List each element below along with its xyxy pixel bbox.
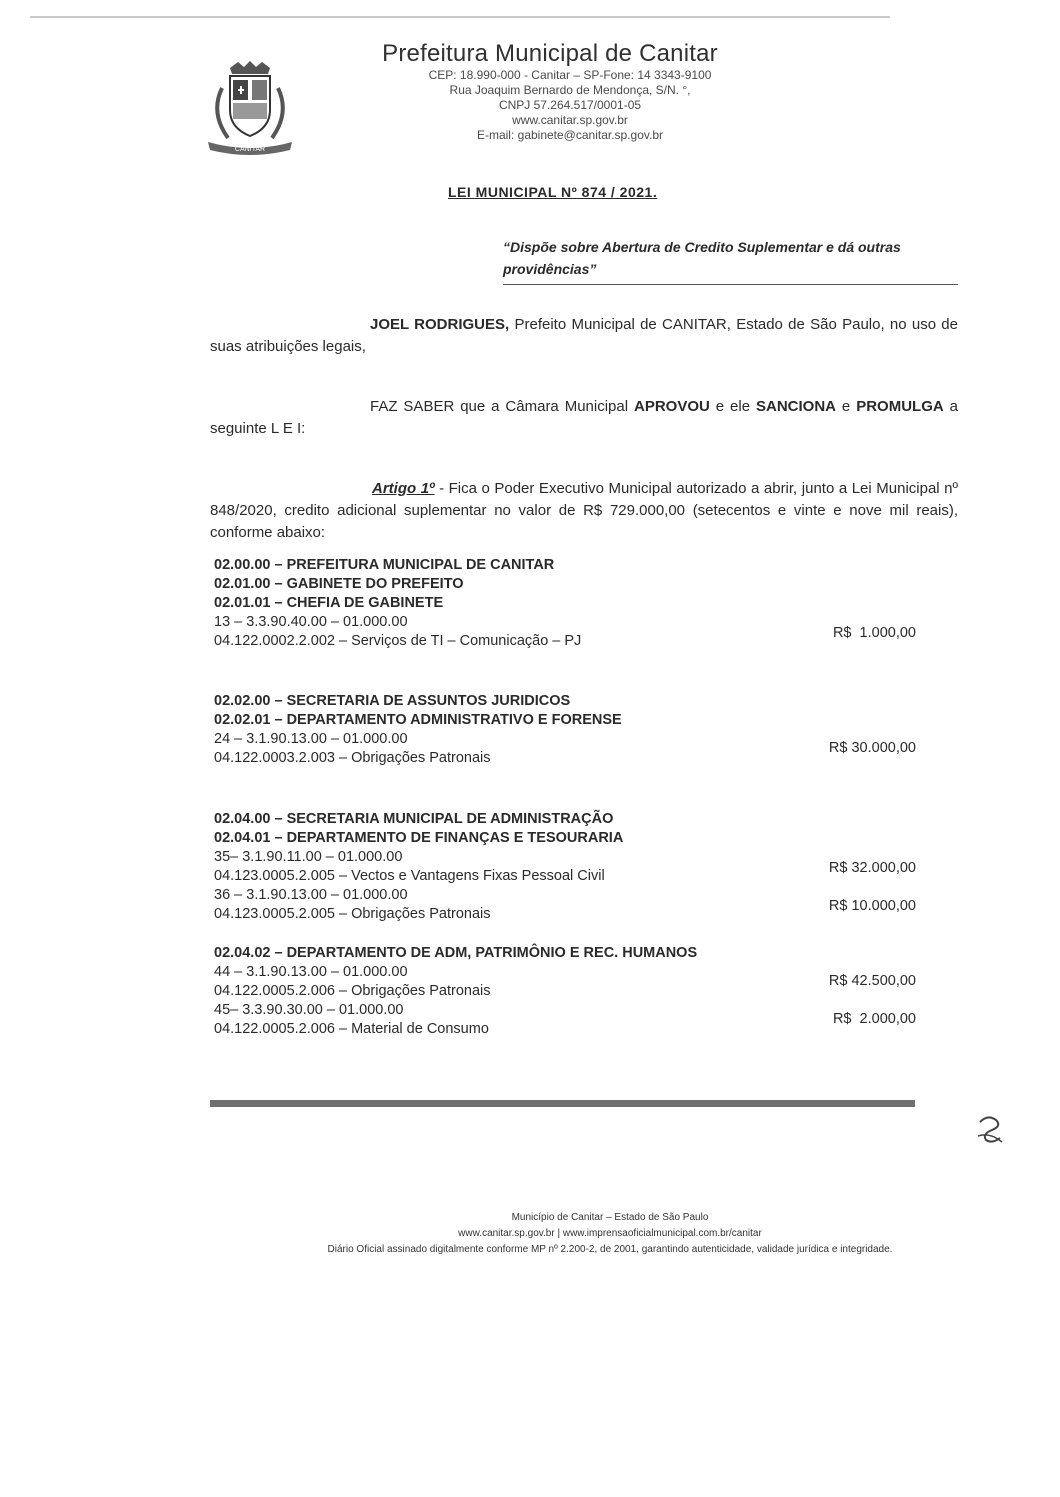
article-1-paragraph [210, 478, 958, 544]
contact-cep: CEP: 18.990-000 - Canitar – SP-Fone: 14 3343-9100 [428, 68, 712, 82]
article-1-text: - Fica o Poder Executivo Municipal autorizado a abrir, junto a Lei Municipal nº 848/2020, credito adicional suplementar no valor de R$ 729.000,00 (setecentos e vinte e nove mil reais), conforme abaixo: [210, 480, 958, 541]
proclamation-sanctions: SANCIONA [755, 398, 836, 415]
contact-email: E-mail: gabinete@canitar.sp.gov.br [476, 128, 664, 142]
section-heading: 02.01.01 – CHEFIA DE GABINETE [214, 595, 444, 611]
item-amount: R$ 2.000,00 [832, 1011, 916, 1027]
item-amount: R$ 1.000,00 [832, 625, 916, 641]
section-heading: 02.00.00 – PREFEITURA MUNICIPAL DE CANITAR [214, 557, 555, 573]
footer-line-2: www.canitar.sp.gov.br | www.imprensaoficialmunicipal.com.br/canitar [458, 1228, 762, 1239]
page-footer [150, 1210, 1060, 1258]
footer-line-1: Município de Canitar – Estado de São Paulo [511, 1212, 709, 1223]
item-description: 04.123.0005.2.005 – Obrigações Patronais [214, 906, 491, 922]
proclamation-text-1: FAZ SABER que a Câmara Municipal [370, 398, 634, 415]
item-description: 04.122.0002.2.002 – Serviços de TI – Comunicação – PJ [214, 633, 582, 649]
law-title: LEI MUNICIPAL Nº 874 / 2021. [448, 184, 658, 200]
handwritten-initials-icon [972, 1112, 1008, 1148]
item-amount: R$ 32.000,00 [828, 860, 916, 876]
org-name: Prefeitura Municipal de Canitar [382, 40, 718, 67]
contact-address: Rua Joaquim Bernardo de Mendonça, S/N. °, [449, 83, 691, 97]
item-description: 04.122.0003.2.003 – Obrigações Patronais [214, 750, 491, 766]
proclamation-text-4: a seguinte L E I: [210, 398, 958, 437]
item-amount: R$ 42.500,00 [828, 973, 916, 989]
proclamation-text-3: e [836, 398, 857, 415]
law-subject: “Dispõe sobre Abertura de Credito Suplementar e dá outras providências” [503, 236, 958, 285]
contact-website: www.canitar.sp.gov.br [512, 113, 628, 127]
footer-line-3: Diário Oficial assinado digitalmente conforme MP nº 2.200-2, de 2001, garantindo autenticidade, validade jurídica e integridade. [327, 1244, 893, 1255]
section-heading: 02.04.02 – DEPARTAMENTO DE ADM, PATRIMÔNIO E REC. HUMANOS [214, 945, 698, 961]
intro-text: Prefeito Municipal de CANITAR, Estado de São Paulo, no uso de suas atribuições legais, [210, 316, 958, 355]
budget-section [214, 810, 924, 924]
proclamation-approved: APROVOU [634, 398, 710, 415]
section-heading: 02.01.00 – GABINETE DO PREFEITO [214, 576, 464, 592]
item-description: 04.123.0005.2.005 – Vectos e Vantagens Fixas Pessoal Civil [214, 868, 605, 884]
section-heading: 02.02.00 – SECRETARIA DE ASSUNTOS JURIDICOS [214, 693, 571, 709]
proclamation-promulgates: PROMULGA [856, 398, 944, 415]
item-description: 04.122.0005.2.006 – Material de Consumo [214, 1021, 489, 1037]
item-description-row [214, 898, 924, 924]
section-heading: 02.04.00 – SECRETARIA MUNICIPAL DE ADMINISTRAÇÃO [214, 811, 614, 827]
intro-paragraph [210, 314, 958, 358]
scan-top-line [30, 16, 890, 18]
item-code: 13 – 3.3.90.40.00 – 01.000.00 [214, 614, 408, 630]
item-code: 44 – 3.1.90.13.00 – 01.000.00 [214, 964, 408, 980]
budget-section [214, 944, 924, 1039]
letterhead [320, 40, 780, 143]
item-description: 04.122.0005.2.006 – Obrigações Patronais [214, 983, 491, 999]
item-description-row [214, 740, 924, 768]
proclamation-paragraph [210, 396, 958, 440]
mayor-name: JOEL RODRIGUES, [370, 316, 510, 333]
item-code: 45– 3.3.90.30.00 – 01.000.00 [214, 1002, 404, 1018]
section-heading: 02.02.01 – DEPARTAMENTO ADMINISTRATIVO E FORENSE [214, 712, 622, 728]
crest-label: CANITAR [234, 146, 266, 153]
contact-cnpj: CNPJ 57.264.517/0001-05 [498, 98, 642, 112]
article-1-label: Artigo 1º [372, 480, 435, 497]
budget-section [214, 556, 924, 651]
item-amount: R$ 10.000,00 [828, 898, 916, 914]
item-description-row [214, 1011, 924, 1039]
item-code: 35– 3.1.90.11.00 – 01.000.00 [214, 849, 403, 865]
item-description-row [214, 860, 924, 886]
bottom-rule [210, 1100, 915, 1107]
proclamation-text-2: e ele [709, 398, 756, 415]
item-description-row [214, 625, 924, 651]
budget-section [214, 692, 924, 768]
item-code: 36 – 3.1.90.13.00 – 01.000.00 [214, 887, 408, 903]
municipal-crest-icon [200, 58, 300, 158]
section-heading: 02.04.01 – DEPARTAMENTO DE FINANÇAS E TESOURARIA [214, 830, 624, 846]
item-amount: R$ 30.000,00 [828, 740, 916, 756]
item-code: 24 – 3.1.90.13.00 – 01.000.00 [214, 731, 408, 747]
item-description-row [214, 973, 924, 1001]
